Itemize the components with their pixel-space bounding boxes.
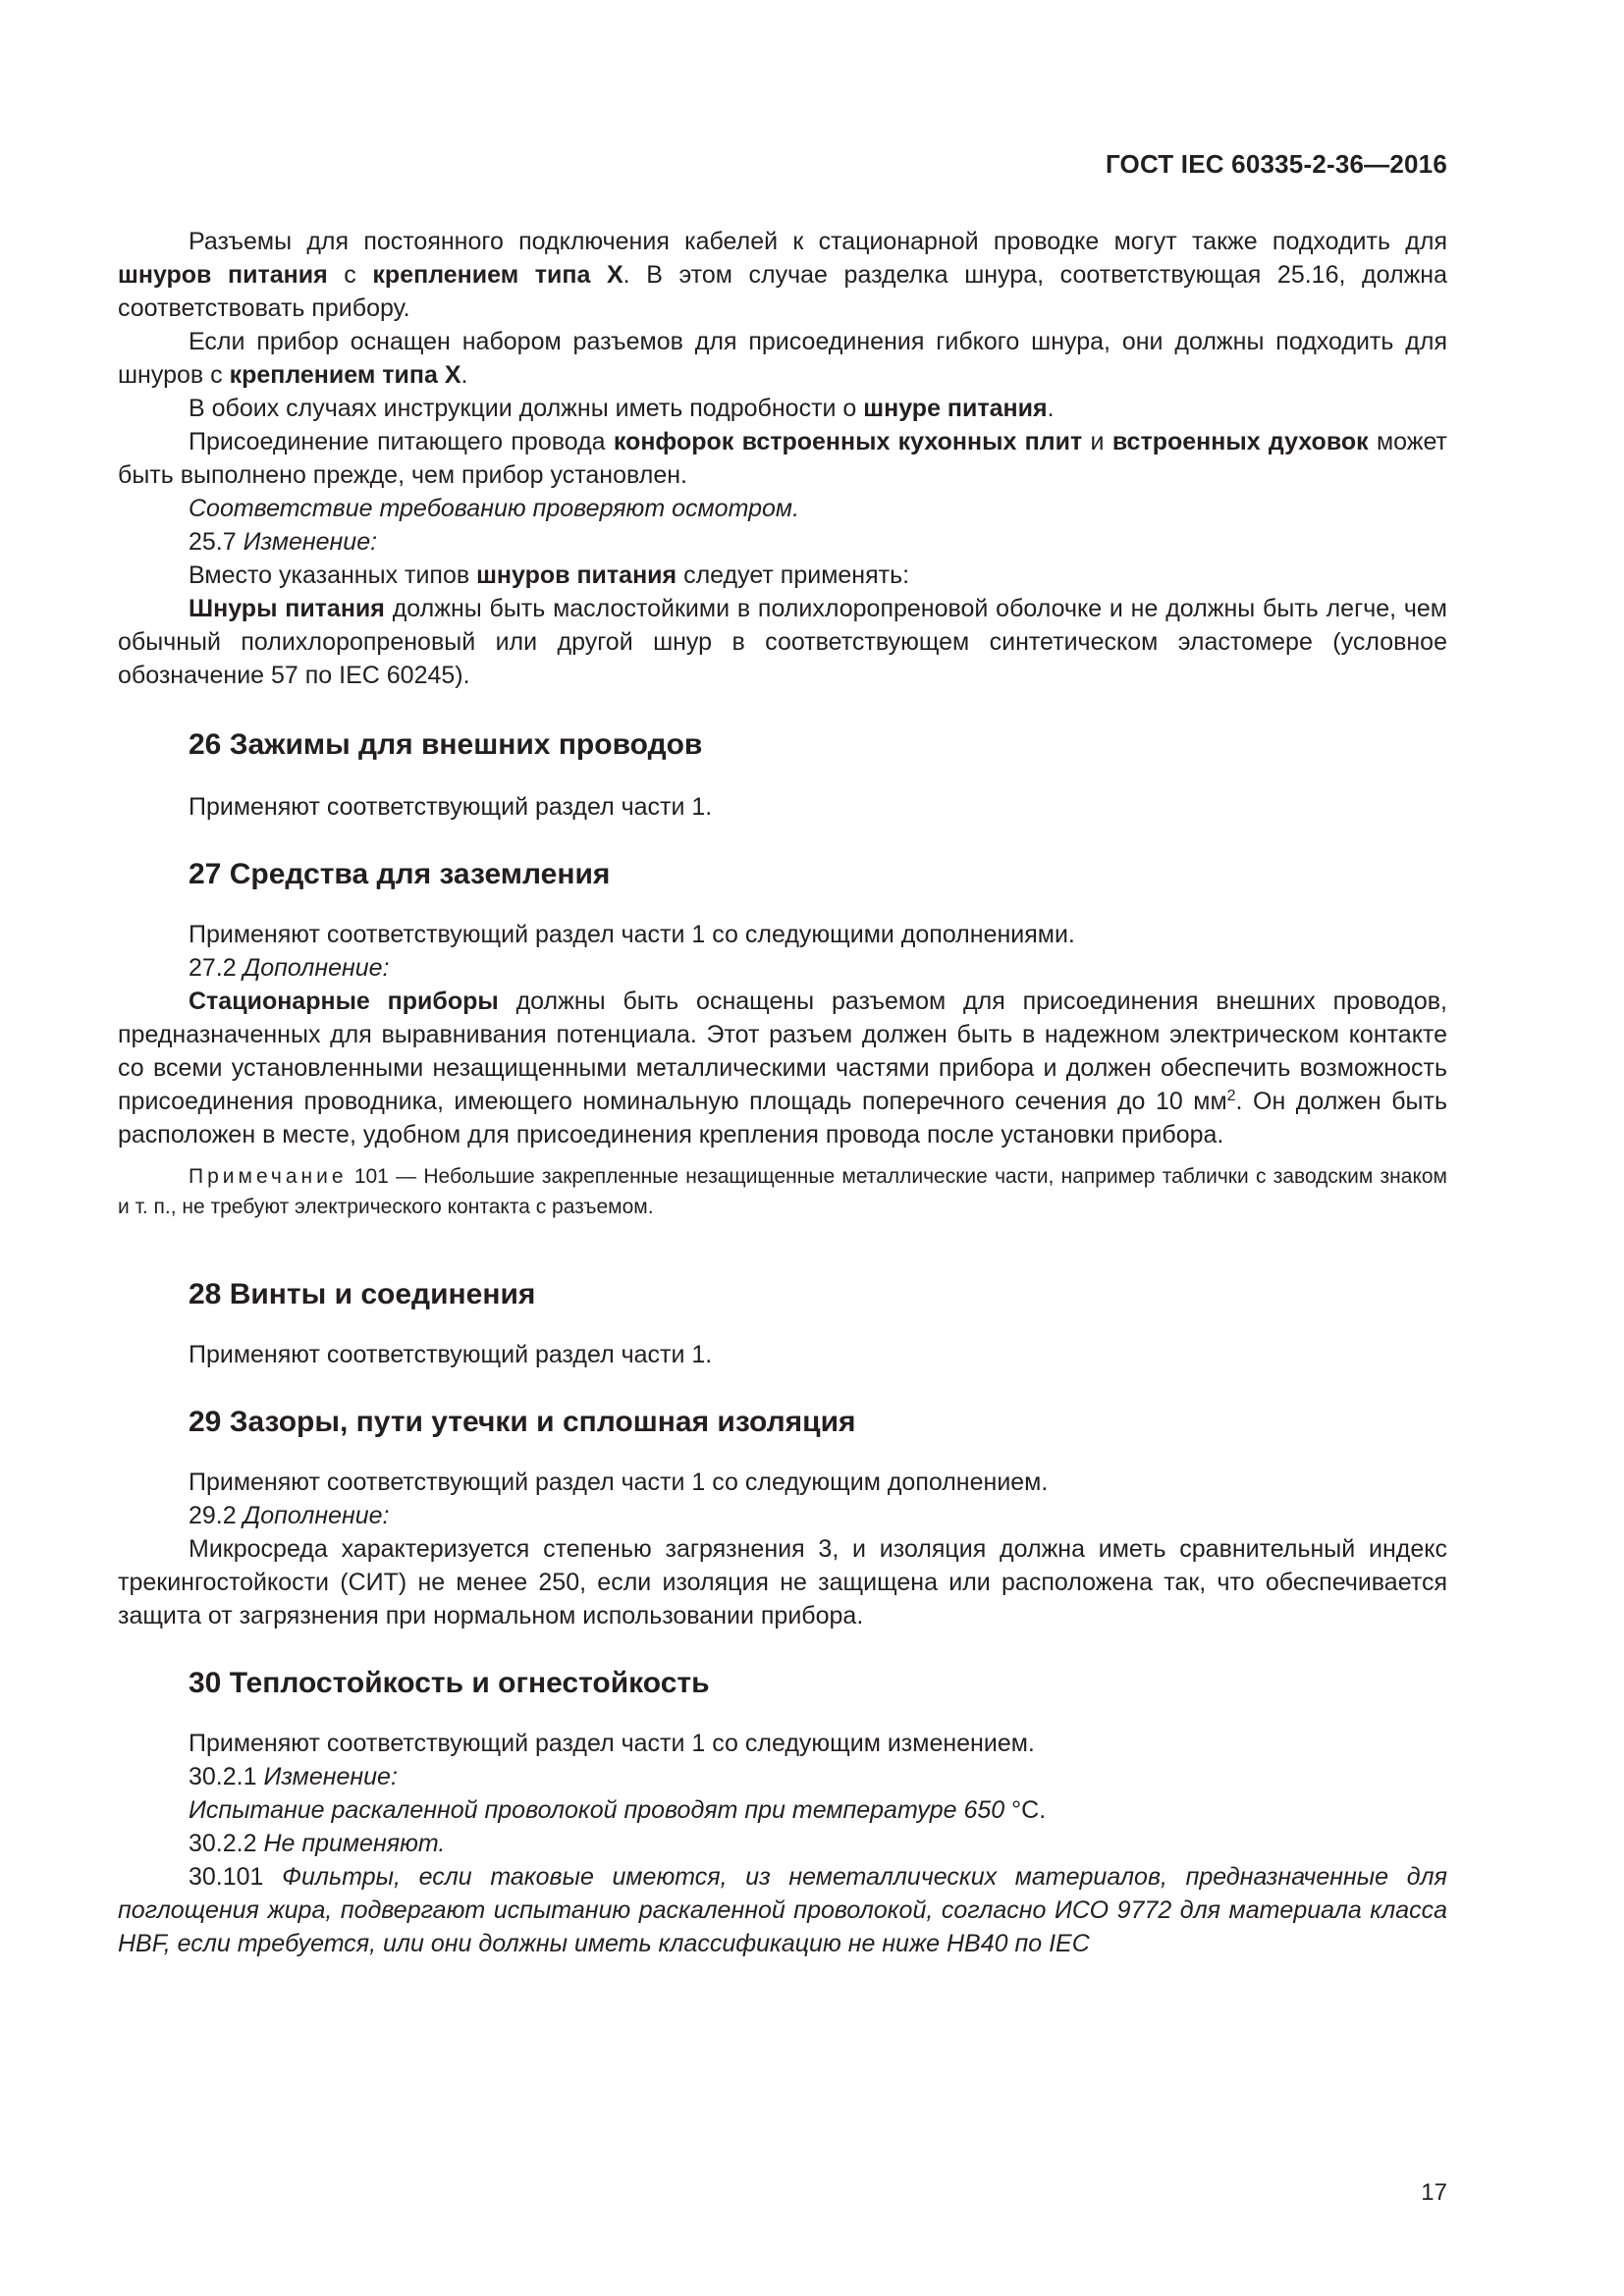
section-title-26: 26 Зажимы для внешних проводов <box>189 728 703 761</box>
paragraph: Микросреда характеризуется степенью загрязнения 3, и изоляция должна иметь сравнительный индекс трекингостойкости (СИТ) не менее 250, если изоляция не защищена или расположена так, что обеспечивается защита от загрязнения при нормальном использовании прибора. <box>118 1535 1447 1629</box>
paragraph: В обоих случаях инструкции должны иметь подробности о шнуре питания. <box>189 395 1055 422</box>
paragraph: Если прибор оснащен набором разъемов для присоединения гибкого шнура, они должны подходить для шнуров с креплением типа X. <box>118 328 1447 389</box>
page-content <box>118 225 1447 1960</box>
paragraph: Применяют соответствующий раздел части 1. <box>189 1341 713 1368</box>
document-header: ГОСТ IEC 60335-2-36—2016 <box>1105 149 1447 179</box>
paragraph: Присоединение питающего провода конфорок встроенных кухонных плит и встроенных духовок может быть выполнено прежде, чем прибор установлен. <box>118 428 1447 489</box>
paragraph: 30.101 Фильтры, если таковые имеются, из неметаллических материалов, предназначенные для поглощения жира, подвергают испытанию раскаленной проволокой, согласно ИСО 9772 для материала класса HBF, если требуется, или они должны иметь классификацию не ниже HB40 по IEC <box>118 1863 1447 1957</box>
section-title-29: 29 Зазоры, пути утечки и сплошная изоляция <box>189 1406 856 1438</box>
paragraph: Вместо указанных типов шнуров питания следует применять: <box>189 561 910 589</box>
paragraph: Шнуры питания должны быть маслостойкими в полихлоропреновой оболочке и не должны быть легче, чем обычный полихлоропреновый или другой шнур в соответствующем синтетическом эластомере (условное обозначение 57 по IEC 60245). <box>118 595 1447 689</box>
clause-heading: 27.2 Дополнение: <box>189 954 390 982</box>
compliance-statement: Соответствие требованию проверяют осмотром. <box>189 495 800 522</box>
paragraph: Испытание раскаленной проволокой проводят при температуре 650 °С. <box>189 1796 1047 1824</box>
paragraph: Применяют соответствующий раздел части 1 со следующим дополнением. <box>189 1468 1049 1496</box>
clause-heading: 25.7 Изменение: <box>189 528 378 556</box>
section-title-28: 28 Винты и соединения <box>189 1278 536 1310</box>
section-title-27: 27 Средства для заземления <box>189 858 611 890</box>
clause-heading: 30.2.1 Изменение: <box>189 1763 398 1790</box>
clause-heading: 30.2.2 Не применяют. <box>189 1830 446 1857</box>
page-number: 17 <box>1421 2179 1447 2206</box>
section-title-30: 30 Теплостойкость и огнестойкость <box>189 1667 710 1699</box>
paragraph: Стационарные приборы должны быть оснащены разъемом для присоединения внешних проводов, предназначенных для выравнивания потенциала. Этот разъем должен быть в надежном электрическом контакте со всеми установленными незащищенными металлическими частями прибора и должен обеспечить возможность присоединения проводника, имеющего номинальную площадь поперечного сечения до 10 $мм^2$. Он должен быть расположен в месте, удобном для присоединения крепления провода после установки прибора. <box>118 988 1447 1148</box>
paragraph: Применяют соответствующий раздел части 1 со следующими дополнениями. <box>189 921 1075 948</box>
paragraph: Применяют соответствующий раздел части 1. <box>189 793 713 821</box>
paragraph: Применяют соответствующий раздел части 1 со следующим изменением. <box>189 1730 1035 1757</box>
note: Примечание 101 — Небольшие закрепленные незащищенные металлические части, например таблички с заводским знаком и т. п., не требуют электрического контакта с разъемом. <box>118 1165 1447 1218</box>
paragraph: Разъемы для постоянного подключения кабелей к стационарной проводке могут также подходить для шнуров питания с креплением типа X. В этом случае разделка шнура, соответствующая 25.16, должна соответствовать прибору. <box>118 228 1447 322</box>
clause-heading: 29.2 Дополнение: <box>189 1502 390 1529</box>
